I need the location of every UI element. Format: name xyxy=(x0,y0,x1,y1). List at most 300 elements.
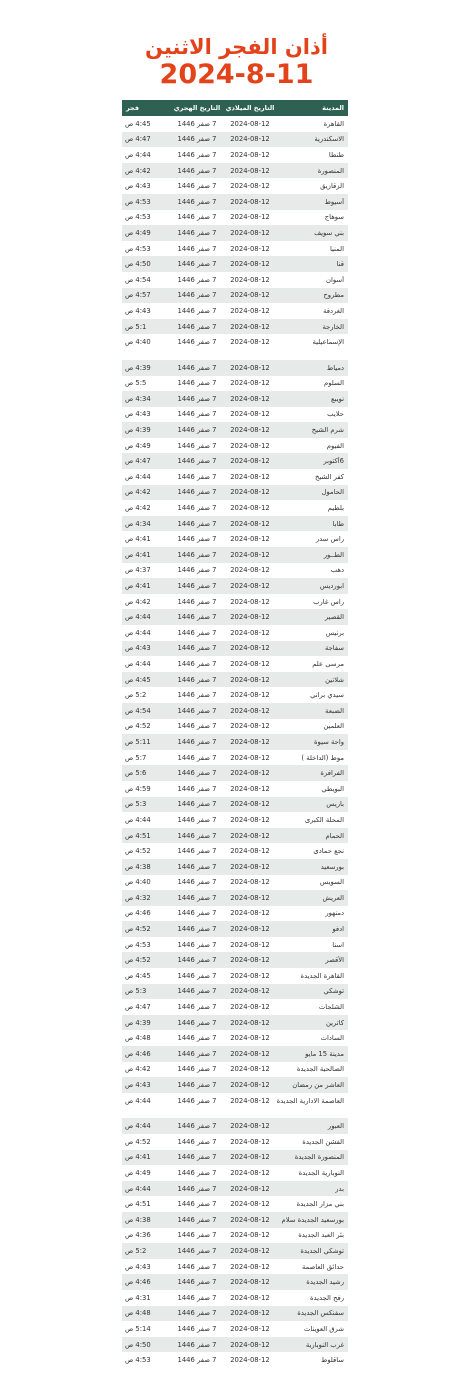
cell-city: نجع حمادى xyxy=(313,847,344,856)
cell-fajr-time: 4:44 ص xyxy=(125,659,151,668)
cell-gregorian-date: 2024-08-12 xyxy=(230,260,270,269)
cell-fajr-time: 5:2 ص xyxy=(125,691,147,700)
table-row xyxy=(122,1062,348,1078)
cell-gregorian-date: 2024-08-12 xyxy=(230,1122,270,1131)
cell-city: الصالحية الجديدة xyxy=(296,1065,344,1074)
cell-hijri-date: 7 صفر 1446 xyxy=(177,815,217,824)
cell-hijri-date: 7 صفر 1446 xyxy=(177,213,217,222)
cell-hijri-date: 7 صفر 1446 xyxy=(177,1309,217,1318)
cell-fajr-time: 5:2 ص xyxy=(125,1246,147,1255)
table-row xyxy=(122,376,348,392)
cell-city: البويطي xyxy=(321,784,344,793)
cell-hijri-date: 7 صفر 1446 xyxy=(177,197,217,206)
cell-gregorian-date: 2024-08-12 xyxy=(230,1340,270,1349)
table-row xyxy=(122,1337,348,1353)
table-row xyxy=(122,132,348,148)
cell-gregorian-date: 2024-08-12 xyxy=(230,410,270,419)
table-row xyxy=(122,937,348,953)
cell-fajr-time: 4:44 ص xyxy=(125,1122,151,1131)
table-row xyxy=(122,516,348,532)
cell-fajr-time: 4:43 ص xyxy=(125,306,151,315)
cell-city: سوهاج xyxy=(324,213,344,222)
cell-hijri-date: 7 صفر 1446 xyxy=(177,228,217,237)
cell-gregorian-date: 2024-08-12 xyxy=(230,244,270,253)
cell-city: ساقلوط xyxy=(320,1356,344,1365)
cell-fajr-time: 4:53 ص xyxy=(125,213,151,222)
cell-hijri-date: 7 صفر 1446 xyxy=(177,1049,217,1058)
table-row xyxy=(122,734,348,750)
cell-hijri-date: 7 صفر 1446 xyxy=(177,410,217,419)
table-row xyxy=(122,843,348,859)
table-row xyxy=(122,1196,348,1212)
cell-hijri-date: 7 صفر 1446 xyxy=(177,691,217,700)
cell-fajr-time: 4:43 ص xyxy=(125,182,151,191)
cell-fajr-time: 5:6 ص xyxy=(125,769,147,778)
cell-gregorian-date: 2024-08-12 xyxy=(230,322,270,331)
cell-hijri-date: 7 صفر 1446 xyxy=(177,737,217,746)
cell-hijri-date: 7 صفر 1446 xyxy=(177,644,217,653)
cell-city: الشلجات xyxy=(318,1003,344,1012)
cell-hijri-date: 7 صفر 1446 xyxy=(177,847,217,856)
table-row xyxy=(122,1259,348,1275)
cell-gregorian-date: 2024-08-12 xyxy=(230,135,270,144)
cell-city: بني مزار الجديدة xyxy=(296,1200,344,1209)
cell-fajr-time: 4:38 ص xyxy=(125,862,151,871)
cell-fajr-time: 4:52 ص xyxy=(125,847,151,856)
cell-hijri-date: 7 صفر 1446 xyxy=(177,784,217,793)
table-row xyxy=(122,147,348,163)
cell-gregorian-date: 2024-08-12 xyxy=(230,488,270,497)
cell-gregorian-date: 2024-08-12 xyxy=(230,582,270,591)
cell-hijri-date: 7 صفر 1446 xyxy=(177,1137,217,1146)
cell-gregorian-date: 2024-08-12 xyxy=(230,182,270,191)
cell-city: مدينة 15 مايو xyxy=(305,1049,344,1058)
cell-gregorian-date: 2024-08-12 xyxy=(230,784,270,793)
cell-fajr-time: 4:53 ص xyxy=(125,244,151,253)
cell-fajr-time: 4:39 ص xyxy=(125,426,151,435)
cell-hijri-date: 7 صفر 1446 xyxy=(177,1356,217,1365)
cell-gregorian-date: 2024-08-12 xyxy=(230,800,270,809)
group-separator xyxy=(122,350,348,360)
cell-city: دهب xyxy=(330,566,344,575)
cell-fajr-time: 4:44 ص xyxy=(125,1096,151,1105)
cell-hijri-date: 7 صفر 1446 xyxy=(177,1065,217,1074)
cell-city: سفاجة xyxy=(324,644,344,653)
cell-gregorian-date: 2024-08-12 xyxy=(230,504,270,513)
cell-fajr-time: 4:54 ص xyxy=(125,706,151,715)
cell-hijri-date: 7 صفر 1446 xyxy=(177,441,217,450)
cell-city: الإسماعيلية xyxy=(312,338,344,347)
page-date: 2024-8-11 xyxy=(159,59,314,90)
table-row xyxy=(122,563,348,579)
cell-gregorian-date: 2024-08-12 xyxy=(230,550,270,559)
cell-fajr-time: 4:43 ص xyxy=(125,410,151,419)
table-row xyxy=(122,178,348,194)
cell-gregorian-date: 2024-08-12 xyxy=(230,987,270,996)
table-row xyxy=(122,1077,348,1093)
table-row xyxy=(122,812,348,828)
cell-fajr-time: 4:41 ص xyxy=(125,1153,151,1162)
table-row xyxy=(122,116,348,132)
table-row xyxy=(122,256,348,272)
cell-gregorian-date: 2024-08-12 xyxy=(230,1081,270,1090)
table-row xyxy=(122,407,348,423)
cell-fajr-time: 4:38 ص xyxy=(125,1215,151,1224)
cell-fajr-time: 4:40 ص xyxy=(125,878,151,887)
cell-hijri-date: 7 صفر 1446 xyxy=(177,275,217,284)
cell-gregorian-date: 2024-08-12 xyxy=(230,925,270,934)
cell-city: سفنكس الجديدة xyxy=(297,1309,344,1318)
cell-city: دمياط xyxy=(326,363,344,372)
cell-fajr-time: 4:31 ص xyxy=(125,1293,151,1302)
cell-city: طابا xyxy=(332,519,344,528)
cell-fajr-time: 4:49 ص xyxy=(125,1168,151,1177)
cell-city: الفرافرة xyxy=(320,769,344,778)
table-row xyxy=(122,1015,348,1031)
table-row xyxy=(122,391,348,407)
cell-city: الفيوم xyxy=(326,441,344,450)
cell-gregorian-date: 2024-08-12 xyxy=(230,1153,270,1162)
table-row xyxy=(122,360,348,376)
table-row xyxy=(122,781,348,797)
cell-hijri-date: 7 صفر 1446 xyxy=(177,535,217,544)
table-row xyxy=(122,1150,348,1166)
cell-city: اسنا xyxy=(332,940,344,949)
cell-city: الضبعة xyxy=(325,706,344,715)
cell-city: الأقصر xyxy=(325,956,344,965)
cell-fajr-time: 4:40 ص xyxy=(125,338,151,347)
cell-hijri-date: 7 صفر 1446 xyxy=(177,260,217,269)
cell-hijri-date: 7 صفر 1446 xyxy=(177,878,217,887)
cell-fajr-time: 4:46 ص xyxy=(125,909,151,918)
cell-city: بدر xyxy=(335,1184,344,1193)
cell-fajr-time: 4:44 ص xyxy=(125,472,151,481)
cell-fajr-time: 4:46 ص xyxy=(125,1049,151,1058)
table-row xyxy=(122,531,348,547)
cell-hijri-date: 7 صفر 1446 xyxy=(177,1168,217,1177)
cell-city: الحمام xyxy=(325,831,344,840)
cell-fajr-time: 4:51 ص xyxy=(125,1200,151,1209)
table-row xyxy=(122,272,348,288)
cell-city: مرسى علم xyxy=(312,659,344,668)
cell-city: شرم الشيخ xyxy=(311,426,344,435)
cell-gregorian-date: 2024-08-12 xyxy=(230,306,270,315)
table-row xyxy=(122,1228,348,1244)
cell-gregorian-date: 2024-08-12 xyxy=(230,150,270,159)
cell-hijri-date: 7 صفر 1446 xyxy=(177,893,217,902)
cell-fajr-time: 4:42 ص xyxy=(125,166,151,175)
cell-gregorian-date: 2024-08-12 xyxy=(230,394,270,403)
table-row xyxy=(122,828,348,844)
table-row xyxy=(122,1134,348,1150)
cell-hijri-date: 7 صفر 1446 xyxy=(177,550,217,559)
cell-gregorian-date: 2024-08-12 xyxy=(230,940,270,949)
cell-fajr-time: 4:52 ص xyxy=(125,1137,151,1146)
cell-gregorian-date: 2024-08-12 xyxy=(230,1003,270,1012)
cell-city: العبور xyxy=(327,1122,344,1131)
cell-hijri-date: 7 صفر 1446 xyxy=(177,150,217,159)
table-row xyxy=(122,1352,348,1368)
table-row xyxy=(122,469,348,485)
table-row xyxy=(122,859,348,875)
cell-hijri-date: 7 صفر 1446 xyxy=(177,1096,217,1105)
cell-fajr-time: 5:7 ص xyxy=(125,753,147,762)
cell-gregorian-date: 2024-08-12 xyxy=(230,909,270,918)
cell-gregorian-date: 2024-08-12 xyxy=(230,472,270,481)
cell-fajr-time: 4:51 ص xyxy=(125,831,151,840)
cell-hijri-date: 7 صفر 1446 xyxy=(177,457,217,466)
table-row xyxy=(122,453,348,469)
cell-gregorian-date: 2024-08-12 xyxy=(230,1262,270,1271)
cell-city: شرق العوينات xyxy=(303,1324,344,1333)
table-row xyxy=(122,163,348,179)
cell-city: السادات xyxy=(320,1034,344,1043)
header-city: المدينة xyxy=(322,104,344,112)
cell-city: الفشن الجديدة xyxy=(302,1137,344,1146)
cell-gregorian-date: 2024-08-12 xyxy=(230,1096,270,1105)
cell-hijri-date: 7 صفر 1446 xyxy=(177,659,217,668)
table-row xyxy=(122,952,348,968)
table-row xyxy=(122,765,348,781)
cell-city: توشكي xyxy=(323,987,344,996)
cell-gregorian-date: 2024-08-12 xyxy=(230,1356,270,1365)
cell-gregorian-date: 2024-08-12 xyxy=(230,426,270,435)
page-title: أذان الفجر الاثنين xyxy=(145,35,328,59)
table-row xyxy=(122,547,348,563)
cell-hijri-date: 7 صفر 1446 xyxy=(177,1003,217,1012)
cell-gregorian-date: 2024-08-12 xyxy=(230,119,270,128)
header-fajr: فجر xyxy=(126,104,139,112)
cell-gregorian-date: 2024-08-12 xyxy=(230,213,270,222)
table-row xyxy=(122,334,348,350)
cell-hijri-date: 7 صفر 1446 xyxy=(177,166,217,175)
cell-gregorian-date: 2024-08-12 xyxy=(230,1137,270,1146)
cell-fajr-time: 4:54 ص xyxy=(125,275,151,284)
cell-fajr-time: 4:42 ص xyxy=(125,1065,151,1074)
cell-fajr-time: 4:47 ص xyxy=(125,135,151,144)
cell-fajr-time: 4:48 ص xyxy=(125,1309,151,1318)
table-row xyxy=(122,999,348,1015)
cell-hijri-date: 7 صفر 1446 xyxy=(177,426,217,435)
cell-city: رشيد الجديدة xyxy=(306,1278,344,1287)
cell-gregorian-date: 2024-08-12 xyxy=(230,659,270,668)
cell-fajr-time: 4:59 ص xyxy=(125,784,151,793)
table-row xyxy=(122,797,348,813)
cell-city: الخارجة xyxy=(322,322,344,331)
cell-gregorian-date: 2024-08-12 xyxy=(230,1231,270,1240)
cell-fajr-time: 4:47 ص xyxy=(125,457,151,466)
cell-city: السويس xyxy=(319,878,344,887)
table-row xyxy=(122,210,348,226)
cell-fajr-time: 5:1 ص xyxy=(125,322,147,331)
cell-city: العاصمة الادارية الجديدة xyxy=(276,1096,344,1105)
cell-fajr-time: 4:34 ص xyxy=(125,519,151,528)
cell-city: باريس xyxy=(326,800,344,809)
table-row xyxy=(122,906,348,922)
cell-hijri-date: 7 صفر 1446 xyxy=(177,706,217,715)
cell-fajr-time: 4:42 ص xyxy=(125,597,151,606)
cell-fajr-time: 4:43 ص xyxy=(125,1262,151,1271)
cell-gregorian-date: 2024-08-12 xyxy=(230,379,270,388)
table-row xyxy=(122,578,348,594)
cell-gregorian-date: 2024-08-12 xyxy=(230,722,270,731)
cell-gregorian-date: 2024-08-12 xyxy=(230,753,270,762)
cell-fajr-time: 4:45 ص xyxy=(125,675,151,684)
cell-hijri-date: 7 صفر 1446 xyxy=(177,753,217,762)
cell-city: قنا xyxy=(336,260,344,269)
cell-gregorian-date: 2024-08-12 xyxy=(230,1246,270,1255)
cell-city: بورسعيد xyxy=(320,862,344,871)
cell-gregorian-date: 2024-08-12 xyxy=(230,815,270,824)
cell-gregorian-date: 2024-08-12 xyxy=(230,956,270,965)
cell-gregorian-date: 2024-08-12 xyxy=(230,737,270,746)
cell-fajr-time: 4:42 ص xyxy=(125,504,151,513)
cell-hijri-date: 7 صفر 1446 xyxy=(177,363,217,372)
cell-fajr-time: 4:43 ص xyxy=(125,644,151,653)
cell-city: ادفو xyxy=(332,925,344,934)
cell-fajr-time: 4:32 ص xyxy=(125,893,151,902)
cell-hijri-date: 7 صفر 1446 xyxy=(177,1340,217,1349)
table-row xyxy=(122,750,348,766)
cell-city: القاهرة xyxy=(323,119,344,128)
cell-gregorian-date: 2024-08-12 xyxy=(230,1034,270,1043)
cell-fajr-time: 4:50 ص xyxy=(125,260,151,269)
cell-city: بئر العبد الجديدة xyxy=(298,1231,344,1240)
cell-city: طنطا xyxy=(328,150,344,159)
cell-gregorian-date: 2024-08-12 xyxy=(230,597,270,606)
cell-gregorian-date: 2024-08-12 xyxy=(230,675,270,684)
cell-fajr-time: 5:11 ص xyxy=(125,737,151,746)
cell-fajr-time: 4:47 ص xyxy=(125,1003,151,1012)
cell-fajr-time: 4:44 ص xyxy=(125,1184,151,1193)
cell-hijri-date: 7 صفر 1446 xyxy=(177,956,217,965)
cell-hijri-date: 7 صفر 1446 xyxy=(177,135,217,144)
cell-city: كفر الشيخ xyxy=(314,472,344,481)
cell-gregorian-date: 2024-08-12 xyxy=(230,1324,270,1333)
cell-fajr-time: 5:3 ص xyxy=(125,800,147,809)
cell-city: المنيا xyxy=(329,244,344,253)
cell-city: الطــور xyxy=(323,550,344,559)
cell-hijri-date: 7 صفر 1446 xyxy=(177,1324,217,1333)
cell-gregorian-date: 2024-08-12 xyxy=(230,291,270,300)
prayer-times-table xyxy=(122,100,348,1368)
cell-city: مطروح xyxy=(323,291,344,300)
cell-city: الاسكندرية xyxy=(314,135,344,144)
cell-hijri-date: 7 صفر 1446 xyxy=(177,971,217,980)
table-row xyxy=(122,1118,348,1134)
cell-gregorian-date: 2024-08-12 xyxy=(230,197,270,206)
cell-hijri-date: 7 صفر 1446 xyxy=(177,582,217,591)
cell-gregorian-date: 2024-08-12 xyxy=(230,971,270,980)
cell-hijri-date: 7 صفر 1446 xyxy=(177,1184,217,1193)
cell-fajr-time: 4:44 ص xyxy=(125,150,151,159)
cell-city: رفح الجديدة xyxy=(309,1293,344,1302)
cell-hijri-date: 7 صفر 1446 xyxy=(177,488,217,497)
table-row xyxy=(122,609,348,625)
cell-gregorian-date: 2024-08-12 xyxy=(230,275,270,284)
cell-hijri-date: 7 صفر 1446 xyxy=(177,769,217,778)
cell-fajr-time: 4:44 ص xyxy=(125,628,151,637)
cell-hijri-date: 7 صفر 1446 xyxy=(177,182,217,191)
cell-gregorian-date: 2024-08-12 xyxy=(230,1184,270,1193)
cell-gregorian-date: 2024-08-12 xyxy=(230,878,270,887)
table-row xyxy=(122,703,348,719)
cell-city: موط (الداخلة ) xyxy=(301,753,344,762)
cell-hijri-date: 7 صفر 1446 xyxy=(177,1034,217,1043)
cell-hijri-date: 7 صفر 1446 xyxy=(177,628,217,637)
cell-gregorian-date: 2024-08-12 xyxy=(230,1065,270,1074)
cell-hijri-date: 7 صفر 1446 xyxy=(177,613,217,622)
cell-city: العاشر من رمضان xyxy=(292,1081,344,1090)
cell-city: العلمين xyxy=(323,722,344,731)
cell-city: بورسعيد الجديدة سلام xyxy=(281,1215,344,1224)
cell-gregorian-date: 2024-08-12 xyxy=(230,831,270,840)
cell-hijri-date: 7 صفر 1446 xyxy=(177,472,217,481)
cell-hijri-date: 7 صفر 1446 xyxy=(177,1293,217,1302)
cell-hijri-date: 7 صفر 1446 xyxy=(177,244,217,253)
table-header xyxy=(122,100,348,116)
cell-fajr-time: 4:53 ص xyxy=(125,197,151,206)
cell-hijri-date: 7 صفر 1446 xyxy=(177,519,217,528)
table-row xyxy=(122,672,348,688)
cell-gregorian-date: 2024-08-12 xyxy=(230,1215,270,1224)
cell-hijri-date: 7 صفر 1446 xyxy=(177,1081,217,1090)
cell-city: الحامول xyxy=(321,488,344,497)
cell-gregorian-date: 2024-08-12 xyxy=(230,644,270,653)
cell-gregorian-date: 2024-08-12 xyxy=(230,893,270,902)
cell-fajr-time: 4:37 ص xyxy=(125,566,151,575)
cell-city: السلوم xyxy=(324,379,344,388)
cell-fajr-time: 4:34 ص xyxy=(125,394,151,403)
cell-hijri-date: 7 صفر 1446 xyxy=(177,1018,217,1027)
cell-city: نويبع xyxy=(331,394,344,403)
cell-hijri-date: 7 صفر 1446 xyxy=(177,597,217,606)
table-row xyxy=(122,1181,348,1197)
table-row xyxy=(122,500,348,516)
cell-fajr-time: 4:53 ص xyxy=(125,940,151,949)
cell-city: أسيوط xyxy=(324,197,344,206)
table-row xyxy=(122,1274,348,1290)
cell-hijri-date: 7 صفر 1446 xyxy=(177,379,217,388)
table-row xyxy=(122,968,348,984)
group-separator xyxy=(122,1108,348,1118)
cell-city: حدائق العاصمة xyxy=(301,1262,344,1271)
cell-hijri-date: 7 صفر 1446 xyxy=(177,1231,217,1240)
cell-gregorian-date: 2024-08-12 xyxy=(230,363,270,372)
cell-fajr-time: 4:41 ص xyxy=(125,582,151,591)
cell-gregorian-date: 2024-08-12 xyxy=(230,769,270,778)
cell-hijri-date: 7 صفر 1446 xyxy=(177,338,217,347)
cell-fajr-time: 4:39 ص xyxy=(125,363,151,372)
cell-gregorian-date: 2024-08-12 xyxy=(230,1293,270,1302)
cell-city: أسوان xyxy=(326,275,344,284)
table-row xyxy=(122,984,348,1000)
cell-gregorian-date: 2024-08-12 xyxy=(230,441,270,450)
cell-city: حلايب xyxy=(327,410,344,419)
table-row xyxy=(122,1030,348,1046)
cell-fajr-time: 5:3 ص xyxy=(125,987,147,996)
cell-hijri-date: 7 صفر 1446 xyxy=(177,831,217,840)
cell-fajr-time: 4:49 ص xyxy=(125,441,151,450)
cell-hijri-date: 7 صفر 1446 xyxy=(177,925,217,934)
cell-city: الغردقة xyxy=(323,306,344,315)
table-row xyxy=(122,1046,348,1062)
cell-city: العريش xyxy=(322,893,344,902)
table-row xyxy=(122,422,348,438)
cell-gregorian-date: 2024-08-12 xyxy=(230,535,270,544)
cell-city: كاترين xyxy=(325,1018,344,1027)
table-row xyxy=(122,1212,348,1228)
